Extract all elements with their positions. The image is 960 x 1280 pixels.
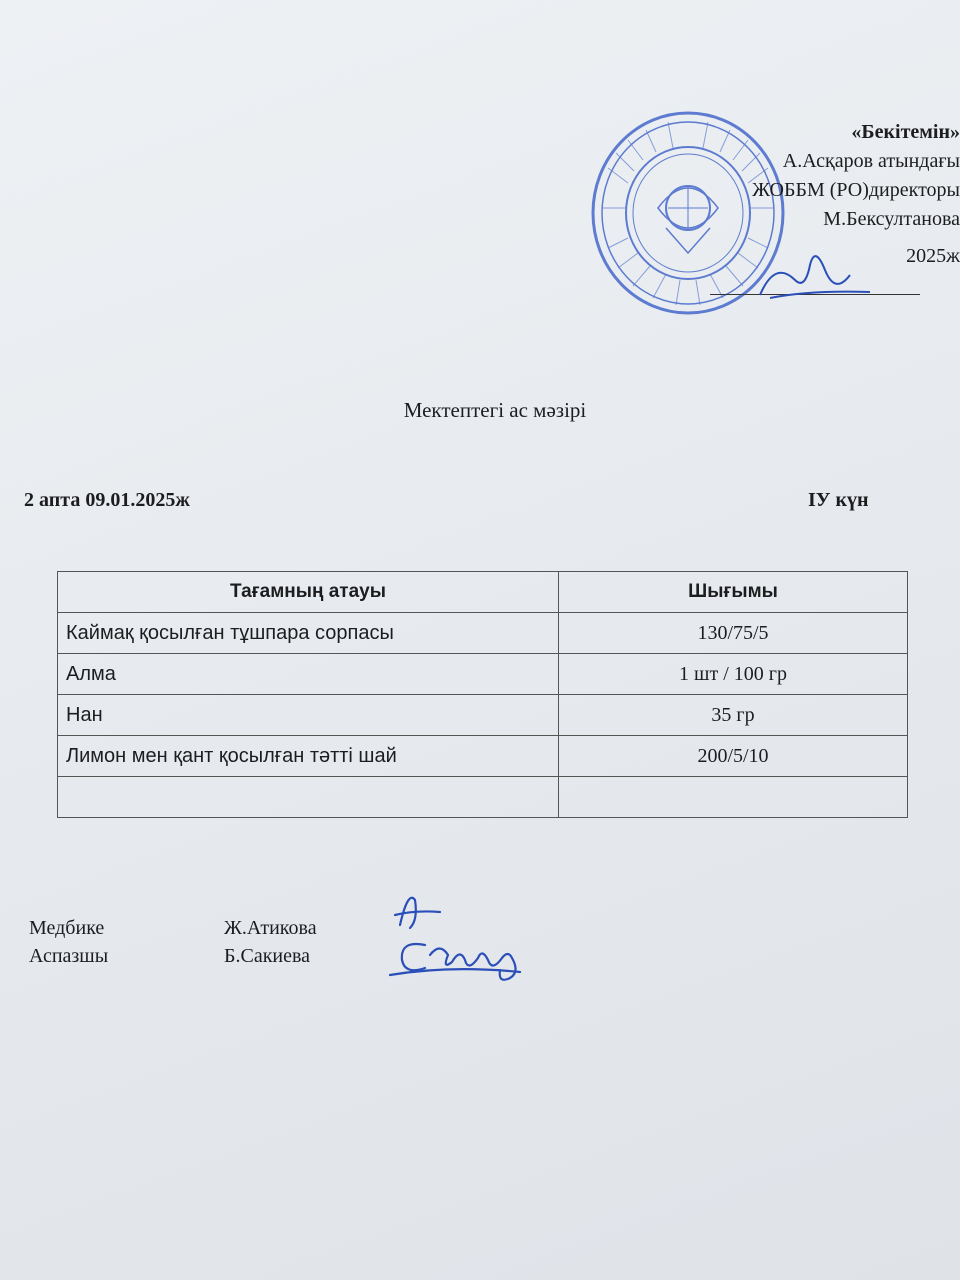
nurse-role-label: Медбике xyxy=(29,917,105,939)
dish-yield: 35 гр xyxy=(559,695,908,736)
dish-name xyxy=(58,777,559,818)
staff-handwritten-signatures xyxy=(370,880,540,990)
table-row xyxy=(58,613,908,654)
week-date: 2 апта 09.01.2025ж xyxy=(24,489,190,511)
dish-name: Алма xyxy=(58,654,559,695)
approval-heading: «Бекітемін» xyxy=(851,121,960,143)
day-label: IУ күн xyxy=(808,489,869,511)
menu-table xyxy=(57,571,908,818)
nurse-name: Ж.Атикова xyxy=(224,917,317,939)
approval-date: 2025ж xyxy=(906,245,960,267)
director-signature xyxy=(750,240,880,305)
dish-name: Нан xyxy=(58,695,559,736)
cook-name: Б.Сакиева xyxy=(224,945,311,967)
approval-director-name: М.Бексултанова xyxy=(823,208,960,230)
page-title: Мектептегі ас мәзірі xyxy=(403,398,587,422)
dish-yield: 1 шт / 100 гр xyxy=(559,654,908,695)
table-header-row xyxy=(58,572,908,613)
dish-name: Лимон мен қант қосылған тәтті шай xyxy=(58,736,559,777)
dish-yield: 200/5/10 xyxy=(559,736,908,777)
approval-position-line: ЖОББМ (РО)директоры xyxy=(752,179,960,201)
dish-name: Каймақ қосылған тұшпара сорпасы xyxy=(58,613,559,654)
dish-yield xyxy=(559,777,908,818)
approval-school-line: А.Асқаров атындағы xyxy=(782,150,960,172)
column-header-dish: Тағамның атауы xyxy=(58,572,559,613)
dish-yield: 130/75/5 xyxy=(559,613,908,654)
cook-role-label: Аспазшы xyxy=(29,945,109,967)
table-row xyxy=(58,695,908,736)
table-row xyxy=(58,736,908,777)
column-header-yield: Шығымы xyxy=(559,572,908,613)
table-row-empty xyxy=(58,777,908,818)
table-row xyxy=(58,654,908,695)
